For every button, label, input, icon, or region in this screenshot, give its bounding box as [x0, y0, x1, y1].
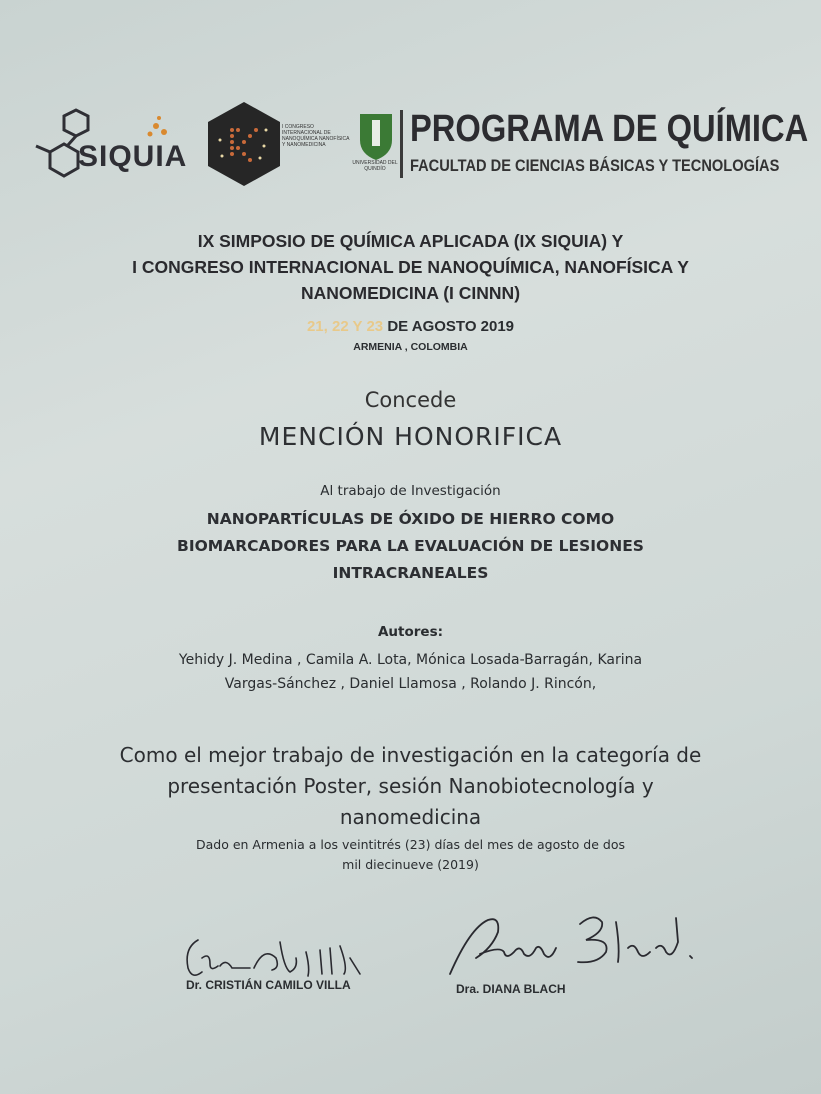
program-title: PROGRAMA DE QUÍMICA	[410, 108, 809, 150]
given-line: mil diecinueve (2019)	[342, 857, 479, 872]
university-label: UNIVERSIDAD DEL QUINDÍO	[352, 160, 398, 172]
given-line: Dado en Armenia a los veintitrés (23) días del mes de agosto de dos	[195, 837, 625, 852]
event-title	[0, 228, 821, 306]
siquia-wordmark: SIQUIA	[78, 140, 188, 173]
signature-2	[440, 908, 720, 986]
event-title-line: I CONGRESO INTERNACIONAL DE NANOQUÍMICA, NANOFÍSICA Y	[132, 257, 689, 277]
award-reason-line: presentación Poster, sesión Nanobiotecnología y	[167, 774, 654, 798]
hexagon-logo-icon	[204, 100, 284, 188]
authors-line: Yehidy J. Medina , Camila A. Lota, Mónica Losada-Barragán, Karina	[178, 652, 643, 668]
work-title-line: BIOMARCADORES PARA LA EVALUACIÓN DE LESIONES	[177, 537, 644, 555]
award-title: MENCIÓN HONORIFICA	[258, 422, 563, 451]
event-title-line: NANOMEDICINA (I CINNN)	[300, 283, 521, 303]
cinnn-logo	[204, 100, 354, 188]
given-statement	[0, 835, 821, 875]
program-subtitle: FACULTAD DE CIENCIAS BÁSICAS Y TECNOLOGÍAS	[410, 156, 780, 175]
work-title-line: NANOPARTÍCULAS DE ÓXIDO DE HIERRO COMO	[206, 510, 615, 528]
event-days: 21, 22 Y 23	[306, 318, 384, 335]
header-divider	[400, 110, 403, 178]
work-title	[0, 506, 821, 587]
cinnn-logo-text: I CONGRESO INTERNACIONAL DE NANOQUÍMICA NANOFÍSICA Y NANOMEDICINA	[282, 124, 350, 148]
event-month-year: DE AGOSTO 2019	[387, 318, 515, 335]
signer-2-name: Dra. DIANA BLACH	[456, 982, 566, 996]
concede-text: Concede	[364, 388, 457, 412]
award-reason-line: Como el mejor trabajo de investigación en la categoría de	[119, 743, 702, 767]
authors-heading: Autores:	[377, 624, 444, 640]
work-title-line: INTRACRANEALES	[332, 564, 489, 582]
event-dates	[0, 318, 821, 335]
award-reason	[0, 740, 821, 833]
signer-1-name: Dr. CRISTIÁN CAMILO VILLA	[186, 978, 351, 992]
siquia-logo	[28, 102, 198, 188]
event-place: ARMENIA , COLOMBIA	[353, 341, 468, 353]
work-intro: Al trabajo de Investigación	[320, 483, 501, 499]
event-title-line: IX SIMPOSIO DE QUÍMICA APLICADA (IX SIQUIA) Y	[197, 231, 624, 251]
award-reason-line: nanomedicina	[339, 805, 482, 829]
authors-line: Vargas-Sánchez , Daniel Llamosa , Rolando J. Rincón,	[224, 676, 597, 692]
authors-list	[0, 648, 821, 696]
